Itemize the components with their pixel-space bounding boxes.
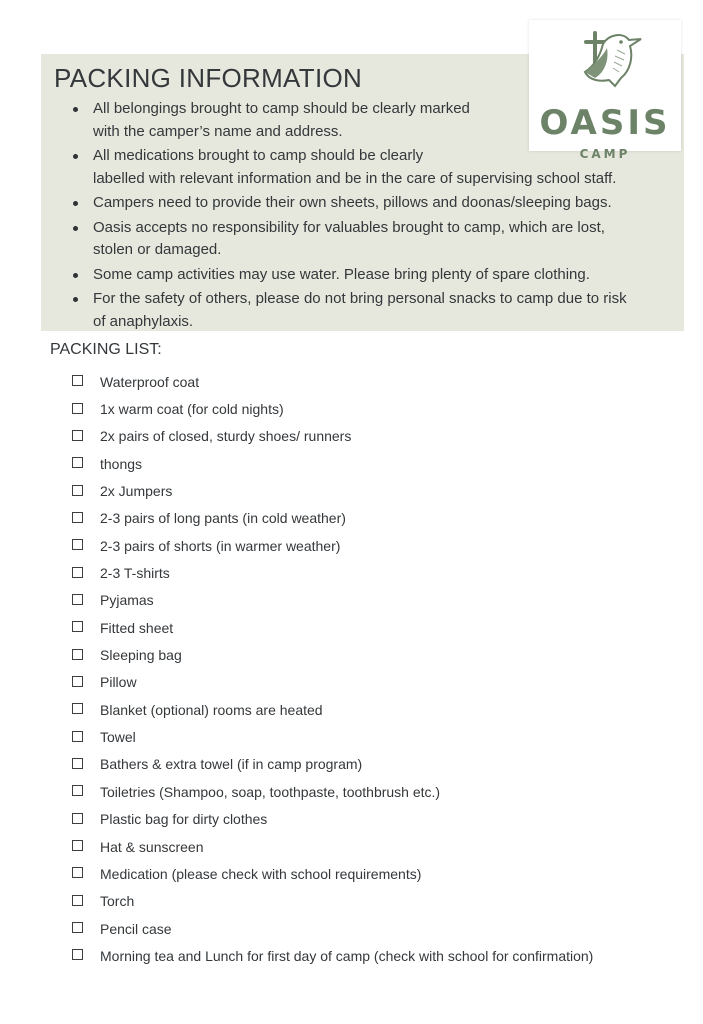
checkbox[interactable]	[72, 649, 83, 660]
oasis-camp-logo	[529, 20, 681, 161]
item-label: Pyjamas	[100, 592, 154, 609]
packing-list-item	[72, 915, 593, 942]
packing-list-item	[72, 423, 593, 450]
packing-info-title: PACKING INFORMATION	[54, 63, 363, 93]
checkbox[interactable]	[72, 758, 83, 769]
checkbox[interactable]	[72, 375, 83, 386]
packing-list-item	[72, 806, 593, 833]
packing-list-item	[72, 778, 593, 805]
checkbox[interactable]	[72, 867, 83, 878]
checkbox[interactable]	[72, 785, 83, 796]
item-label: Pencil case	[100, 920, 172, 937]
bullet-dot	[73, 107, 78, 112]
packing-list-item	[72, 723, 593, 750]
packing-list-item	[72, 641, 593, 668]
item-label: 2-3 T-shirts	[100, 565, 170, 582]
checkbox[interactable]	[72, 813, 83, 824]
checkbox[interactable]	[72, 895, 83, 906]
item-label: Morning tea and Lunch for first day of camp (check with school for confirmation)	[100, 947, 594, 964]
packing-list	[72, 368, 593, 970]
item-label: Towel	[100, 729, 136, 746]
item-label: Toiletries (Shampoo, soap, toothpaste, toothbrush etc.)	[100, 783, 441, 800]
info-bullet-line: Oasis accepts no responsibility for valuables brought to camp, which are lost,	[93, 218, 605, 236]
checkbox[interactable]	[72, 922, 83, 933]
item-label: Plastic bag for dirty clothes	[100, 811, 268, 828]
packing-list-item	[72, 669, 593, 696]
checkbox[interactable]	[72, 731, 83, 742]
item-label: Bathers & extra towel (if in camp program)	[100, 756, 363, 773]
bullet-dot	[73, 154, 78, 159]
packing-list-item	[72, 833, 593, 860]
packing-list-item	[72, 477, 593, 504]
item-label: Blanket (optional) rooms are heated	[100, 701, 323, 718]
info-bullet-line: labelled with relevant information and be in the care of supervising school staff.	[93, 169, 617, 187]
packing-list-item	[72, 450, 593, 477]
item-label: Fitted sheet	[100, 619, 174, 636]
item-label: 2x pairs of closed, sturdy shoes/ runners	[100, 428, 352, 445]
packing-list-item	[72, 751, 593, 778]
packing-list-item	[72, 860, 593, 887]
packing-list-item	[72, 395, 593, 422]
bullet-dot	[73, 297, 78, 302]
bullet-dot	[73, 273, 78, 278]
checkbox[interactable]	[72, 567, 83, 578]
checkbox[interactable]	[72, 539, 83, 550]
checkbox[interactable]	[72, 949, 83, 960]
checkbox[interactable]	[72, 485, 83, 496]
item-label: 2-3 pairs of shorts (in warmer weather)	[100, 537, 341, 554]
info-bullet	[70, 217, 680, 262]
info-bullet	[70, 288, 680, 333]
item-label: Torch	[100, 893, 135, 910]
item-label: Pillow	[100, 674, 137, 691]
info-bullet-line: stolen or damaged.	[93, 241, 222, 258]
info-bullet-line: with the camper’s name and address.	[93, 122, 343, 140]
info-bullet-line: of anaphylaxis.	[93, 312, 194, 330]
item-label: thongs	[100, 455, 143, 472]
bullet-dot	[73, 226, 78, 231]
checkbox[interactable]	[72, 621, 83, 632]
item-label: 2-3 pairs of long pants (in cold weather)	[100, 510, 346, 527]
checkbox[interactable]	[72, 512, 83, 523]
checkbox[interactable]	[72, 840, 83, 851]
bird-eye	[619, 40, 623, 44]
checkbox[interactable]	[72, 703, 83, 714]
info-bullet	[70, 192, 680, 215]
checkbox[interactable]	[72, 403, 83, 414]
item-label: Waterproof coat	[100, 373, 200, 390]
packing-list-item	[72, 368, 593, 395]
info-bullet	[70, 264, 680, 287]
packing-list-item	[72, 532, 593, 559]
packing-list-item	[72, 587, 593, 614]
info-bullet-line: All medications brought to camp should be clearly	[93, 147, 424, 164]
item-label: 2x Jumpers	[100, 483, 173, 500]
packing-list-heading: PACKING LIST:	[50, 341, 162, 358]
info-bullet-line: For the safety of others, please do not bring personal snacks to camp due to risk	[93, 290, 627, 307]
packing-list-item	[72, 505, 593, 532]
logo-wordmark: OASIS	[539, 103, 671, 143]
info-bullet-line: Campers need to provide their own sheets, pillows and doonas/sleeping bags.	[93, 194, 612, 211]
packing-list-item	[72, 614, 593, 641]
item-label: Sleeping bag	[100, 647, 182, 664]
item-label: 1x warm coat (for cold nights)	[100, 401, 284, 418]
info-bullet-line: All belongings brought to camp should be clearly marked	[93, 100, 470, 117]
checkbox[interactable]	[72, 676, 83, 687]
packing-list-item	[72, 696, 593, 723]
checkbox[interactable]	[72, 457, 83, 468]
info-bullet-line: Some camp activities may use water. Please bring plenty of spare clothing.	[93, 265, 590, 283]
logo-subtitle: CAMP	[579, 147, 631, 161]
packing-list-item	[72, 942, 593, 969]
bullet-dot	[73, 201, 78, 206]
packing-list-item	[72, 559, 593, 586]
checkbox[interactable]	[72, 430, 83, 441]
item-label: Hat & sunscreen	[100, 838, 204, 855]
item-label: Medication (please check with school requirements)	[100, 865, 422, 882]
packing-list-item	[72, 888, 593, 915]
checkbox[interactable]	[72, 594, 83, 605]
